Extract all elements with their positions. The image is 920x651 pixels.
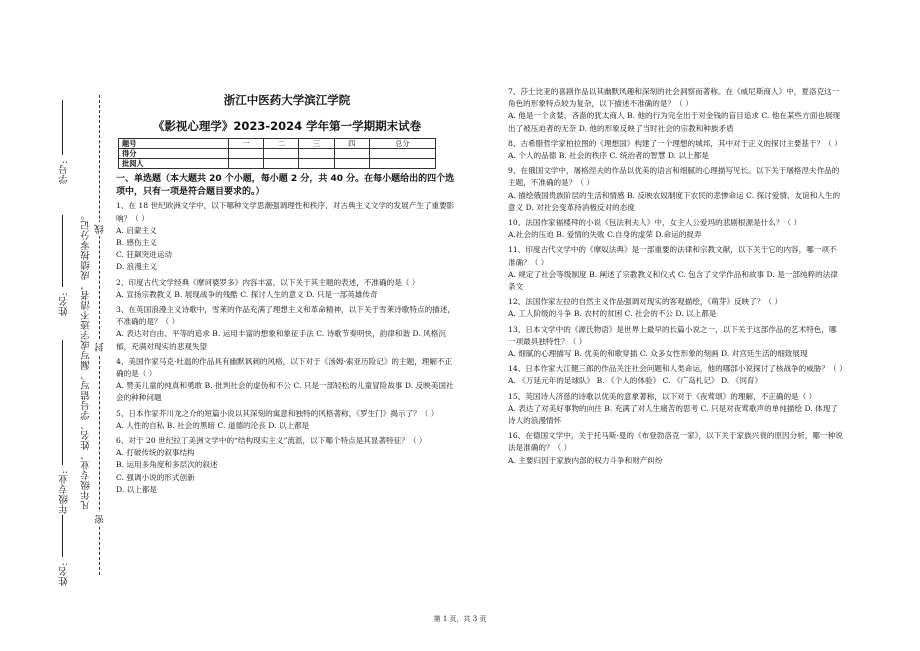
reviewer-cell bbox=[334, 159, 369, 169]
reviewer-row-label: 批阅人 bbox=[119, 159, 229, 169]
name-label: 姓名: bbox=[59, 292, 70, 316]
question-item bbox=[116, 277, 458, 301]
seal-mark-line: 线 bbox=[95, 224, 106, 234]
score-header-cell: 一 bbox=[228, 139, 263, 149]
seal-mark-seal: 封 bbox=[95, 342, 106, 352]
question-item bbox=[116, 304, 458, 353]
question-item bbox=[508, 138, 844, 162]
question-option: A. 打破传统的叙事结构 bbox=[116, 448, 195, 458]
question-option: C. 强调小说的形式创新 bbox=[116, 472, 195, 482]
score-cell bbox=[228, 149, 263, 159]
question-item bbox=[508, 430, 844, 467]
score-cell bbox=[299, 149, 334, 159]
question-stem: 2、印度古代文学经典《摩诃婆罗多》内容丰富，以下关于其主题的表述，不准确的是（ ） bbox=[116, 277, 420, 287]
question-stem: 1、在 18 世纪欧洲文学中，以下哪种文学思潮强调理性和秩序，对古典主义文学的发展产生了重要影响？（ ） bbox=[116, 201, 455, 223]
student-id-label: 学号: bbox=[59, 160, 70, 184]
score-table-header-row bbox=[119, 139, 436, 149]
score-row bbox=[119, 149, 436, 159]
question-stem: 3、在英国浪漫主义诗歌中，雪莱的作品充满了理想主义和革命精神，以下关于雪莱诗歌特点的描述，不准确的是？（ ） bbox=[116, 305, 455, 327]
score-table bbox=[118, 138, 436, 169]
question-option: A. 描绘俄国贵族阶层的生活和情感 B. 反映农奴制度下农民的悲惨命运 C. 探讨爱情、友谊和人生的意义 D. 对社会变革持消极反对的态度 bbox=[508, 190, 841, 212]
binding-margin bbox=[0, 0, 112, 651]
major-label: 年级专业: bbox=[59, 470, 70, 514]
question-option: A. 细腻的心理描写 B. 优美的和歌穿插 C. 众多女性形象的刻画 D. 对宫廷生活的细致展现 bbox=[508, 349, 808, 359]
question-item bbox=[508, 391, 844, 428]
name-underline bbox=[62, 215, 63, 287]
question-stem: 9、在俄国文学中，屠格涅夫的作品以优美的语言和细腻的心理描写见长。以下关于屠格涅夫作品的主题，不准确的是？（ ） bbox=[508, 166, 840, 188]
question-stem: 5、日本作家芥川龙之介的短篇小说以其深刻的寓意和独特的风格著称，《罗生门》揭示了？（ ） bbox=[116, 408, 439, 418]
question-option: A. 启蒙主义 bbox=[116, 225, 157, 235]
notice-text: 凡年级专业、姓名、学号错写、漏写或字迹不清者，成绩按零分记。 bbox=[81, 210, 92, 510]
question-stem: 13、日本文学中的《源氏物语》是世界上最早的长篇小说之一，以下关于这部作品的艺术特色，哪一项最具独特性？（ ） bbox=[508, 324, 837, 346]
question-option: A. 赞美儿童的纯真和勇敢 B. 批判社会的虚伪和不公 C. 只是一部轻松的儿童冒险故事 D. 反映美国社会的种种问题 bbox=[116, 381, 454, 403]
score-row-label: 得分 bbox=[119, 149, 229, 159]
seal-line bbox=[99, 95, 100, 575]
left-column bbox=[116, 86, 458, 499]
score-header-cell: 四 bbox=[334, 139, 369, 149]
question-item bbox=[116, 435, 458, 496]
question-option: A. 主要归因于家族内部的权力斗争和财产纠纷 bbox=[508, 455, 663, 465]
question-stem: 7、莎士比亚的喜剧作品以其幽默风趣和深刻的社会洞察而著称。在《威尼斯商人》中，夏洛克这一角色的形象特点较为复杂，以下描述不准确的是？（ ） bbox=[508, 87, 840, 109]
question-list-right bbox=[508, 86, 847, 467]
question-option: B. 感伤主义 bbox=[116, 238, 157, 248]
question-option: A. 《万延元年的足球队》 B. 《个人的体验》 C. 《广岛札记》 D. 《饲育》 bbox=[508, 376, 763, 386]
page-footer: 第 1 页，共 3 页 bbox=[433, 615, 487, 623]
reviewer-cell bbox=[299, 159, 334, 169]
question-item bbox=[508, 296, 844, 320]
question-stem: 14、日本作家大江健三郎的作品关注社会问题和人类命运，他的哪部小说探讨了核战争的威胁？（ ） bbox=[508, 364, 847, 374]
reviewer-cell bbox=[369, 159, 435, 169]
question-option: D. 以上都是 bbox=[116, 484, 158, 494]
question-item bbox=[508, 165, 844, 214]
student-id-underline bbox=[62, 100, 63, 155]
school-name: 浙江中医药大学滨江学院 bbox=[223, 93, 351, 107]
exam-title: 《影视心理学》2023-2024 学年第一学期期末试卷 bbox=[152, 119, 422, 134]
right-column bbox=[508, 86, 847, 470]
score-header-cell: 题号 bbox=[119, 139, 229, 149]
question-option: A. 规定了社会等级制度 B. 阐述了宗教教义和仪式 C. 包含了文学作品和故事 D. 是一部纯粹的法律条文 bbox=[508, 269, 838, 292]
question-option: A.社会的压迫 B. 爱情的失败 C.自身的虚荣 D.命运的捉弄 bbox=[508, 230, 702, 240]
question-stem: 6、对于 20 世纪拉丁美洲文学中的“结构现实主义”流派，以下哪个特点是其显著特征？（ ） bbox=[116, 436, 427, 446]
question-list-left bbox=[116, 200, 458, 496]
question-item bbox=[508, 244, 844, 293]
reviewer-row bbox=[119, 159, 436, 169]
question-item bbox=[116, 356, 458, 405]
score-cell bbox=[334, 149, 369, 159]
section-title: 一、单选题（本大题共 20 个小题，每小题 2 分，共 40 分。在每小题给出的四个选项中，只有一项是符合题目要求的。） bbox=[116, 174, 455, 197]
seal-mark-fold: 密 bbox=[95, 514, 106, 524]
question-option: A. 表达了对美好事物的向往 B. 充满了对人生痛苦的思考 C. 只是对夜莺歌声的单纯描绘 D. 体现了诗人的浪漫情怀 bbox=[508, 403, 838, 426]
question-item bbox=[116, 408, 458, 432]
question-item bbox=[116, 200, 458, 273]
question-stem: 15、英国诗人济慈的诗歌以优美的意象著称，以下对于《夜莺颂》的理解，不正确的是（ ） bbox=[508, 391, 817, 401]
question-stem: 8、古希腊哲学家柏拉图的《理想国》构建了一个理想的城邦，其中对于正义的探讨主要基于？（ ） bbox=[508, 138, 842, 148]
question-option: C. 狂飙突进运动 bbox=[116, 250, 172, 260]
score-header-cell: 二 bbox=[264, 139, 299, 149]
question-stem: 11、印度古代文学中的《摩奴法典》是一部重要的法律和宗教文献，以下关于它的内容，哪一项不准确？（ ） bbox=[508, 245, 837, 267]
question-option: D. 浪漫主义 bbox=[116, 262, 158, 272]
question-stem: 10、法国作家福楼拜的小说《包法利夫人》中，女主人公爱玛的悲剧根源是什么？（ ） bbox=[508, 218, 802, 228]
score-header-cell: 总分 bbox=[369, 139, 435, 149]
score-header-cell: 三 bbox=[299, 139, 334, 149]
question-option: A. 人性的自私 B. 社会的黑暗 C. 道德的沦丧 D. 以上都是 bbox=[116, 420, 310, 430]
question-option: A. 工人阶级的斗争 B. 农村的贫困 C. 社会的不公 D. 以上都是 bbox=[508, 309, 717, 319]
question-item bbox=[508, 363, 847, 387]
question-option: A. 个人的品德 B. 社会的秩序 C. 统治者的智慧 D. 以上都是 bbox=[508, 151, 709, 161]
reviewer-cell bbox=[264, 159, 299, 169]
question-stem: 4、美国作家马克·吐温的作品具有幽默讽刺的风格，以下对于《汤姆·索亚历险记》的主题，理解不正确的是（ ） bbox=[116, 356, 453, 379]
question-stem: 12、法国作家左拉的自然主义作品强调对现实的客观描绘，《萌芽》反映了？（ ） bbox=[508, 297, 783, 307]
question-item bbox=[508, 86, 844, 135]
score-cell bbox=[369, 149, 435, 159]
college-label: 姓名: bbox=[59, 562, 70, 586]
reviewer-cell bbox=[228, 159, 263, 169]
question-option: A. 宣扬宗教教义 B. 展现战争的残酷 C. 探讨人生的意义 D. 只是一部英雄传奇 bbox=[116, 289, 378, 299]
question-item bbox=[508, 217, 844, 241]
question-stem: 16、在德国文学中，关于托马斯·曼的《布登勃洛克一家》，以下关于家族兴衰的原因分析，哪一种说法是准确的？（ ） bbox=[508, 431, 843, 453]
question-item bbox=[508, 324, 844, 361]
question-option: B. 运用多角度和多层次的叙述 bbox=[116, 460, 218, 470]
question-option: A. 他是一个贪婪、吝啬的犹太商人 B. 他的行为完全出于对金钱的盲目追求 C. 他在某些方面也展现出了被压迫者的无奈 D. 他的形象反映了当时社会的宗教和种族矛盾 bbox=[508, 111, 841, 133]
college-underline bbox=[62, 515, 63, 557]
question-option: A. 表达对自由、平等的追求 B. 运用丰富的想象和象征手法 C. 诗歌节奏明快，韵律和谐 D. 风格沉郁，充满对现实的悲观失望 bbox=[116, 329, 446, 351]
score-cell bbox=[264, 149, 299, 159]
major-underline bbox=[62, 340, 63, 465]
